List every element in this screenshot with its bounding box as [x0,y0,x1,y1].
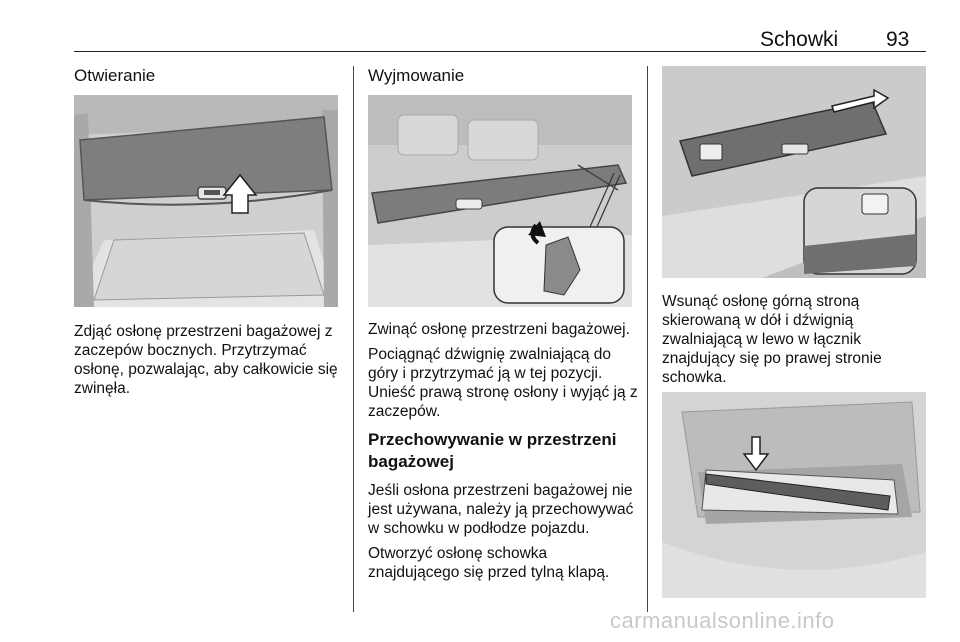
section-heading: Otwieranie [74,66,156,85]
column-divider [353,66,354,612]
instruction-text: Zdjąć osłonę przestrzeni bagażowej z zaczepów bocznych. Przytrzymać osłonę, pozwalając, aby całkowicie się zwinęła. [74,323,338,397]
section-title: Schowki [760,28,839,51]
trunk-cover-open-illustration [74,95,338,307]
watermark-text: carmanualsonline.info [610,608,835,633]
subsection-heading: Przechowywanie w przestrzeni bagażowej [368,430,617,471]
instruction-text: Pociągnąć dźwignię zwalniającą do góry i przytrzymać ją w tej pozycji. Unieść prawą stronę osłony i wyjąć ją z zaczepów. [368,346,638,420]
floor-storage-illustration [662,392,926,598]
instruction-text: Otworzyć osłonę schowka znajdującego się przed tylną klapą. [368,545,610,581]
trunk-cover-removal-illustration [368,95,632,307]
page-number: 93 [886,28,910,51]
instruction-text: Zwinąć osłonę przestrzeni bagażowej. [368,321,630,338]
section-heading: Wyjmowanie [368,66,465,85]
column-divider [647,66,648,612]
instruction-text: Jeśli osłona przestrzeni bagażowej nie jest używana, należy ją przechowywać w schowku w podłodze pojazdu. [368,482,634,537]
cover-insert-illustration [662,66,926,278]
instruction-text: Wsunąć osłonę górną stroną skierowaną w dół i dźwignią zwalniającą w lewo w łącznik znajdujący się po prawej stronie schowka. [662,293,882,386]
header-divider [74,51,926,52]
